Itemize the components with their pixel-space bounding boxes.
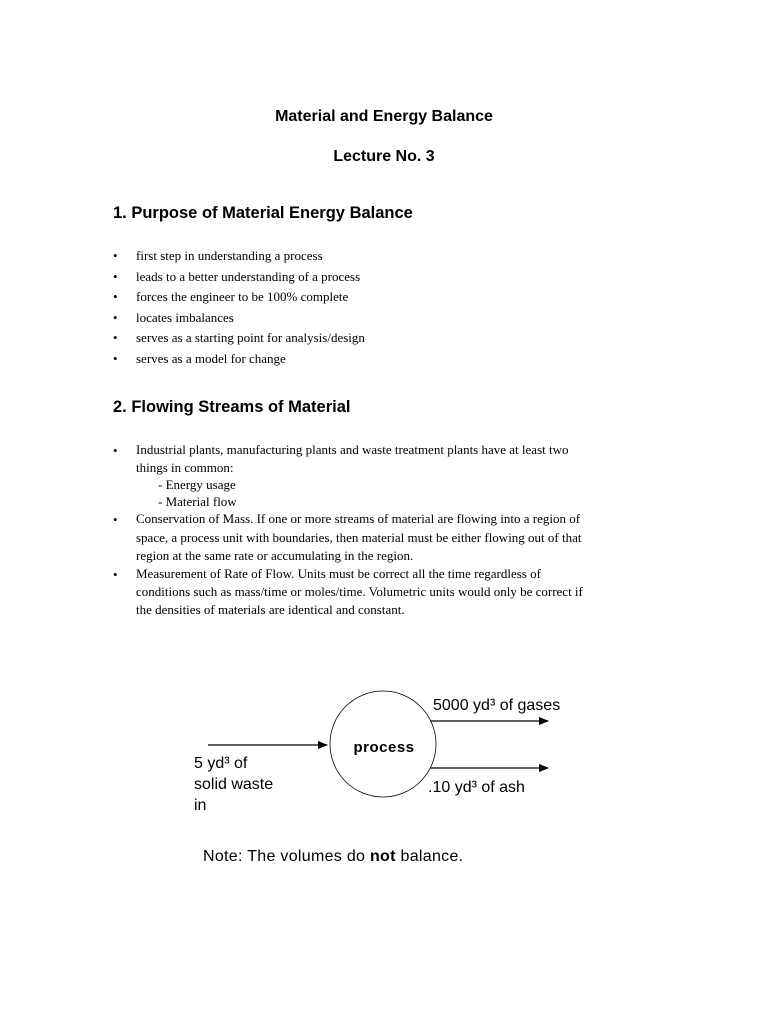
list-item: • leads to a better understanding of a process xyxy=(113,267,653,288)
list-item: • first step in understanding a process xyxy=(113,246,653,267)
list-item: • forces the engineer to be 100% complete xyxy=(113,287,653,308)
input-label-line: solid waste xyxy=(194,776,274,793)
sub-item: - Energy usage xyxy=(158,477,236,493)
paragraph-line: • Conservation of Mass. If one or more streams of material are flowing into a region of xyxy=(136,511,581,527)
note-after: balance. xyxy=(395,848,464,865)
sub-item: - Material flow xyxy=(158,493,237,509)
paragraph-line: • Industrial plants, manufacturing plants and waste treatment plants have at least two xyxy=(136,442,569,457)
note-text xyxy=(203,848,463,866)
list-item: • serves as a model for change xyxy=(113,349,653,370)
section1-heading: 1. Purpose of Material Energy Balance xyxy=(113,204,413,222)
input-label-line: 5 yd³ of xyxy=(194,755,248,772)
list-item: • locates imbalances xyxy=(113,308,653,329)
ash-output-label: .10 yd³ of ash xyxy=(428,779,525,796)
lecture-number: Lecture No. 3 xyxy=(333,148,435,165)
paragraph-line: the densities of materials are identical and constant. xyxy=(136,602,405,618)
paragraph-line: conditions such as mass/time or moles/time. Volumetric units would only be correct if xyxy=(136,584,583,600)
input-label-line: in xyxy=(194,797,207,814)
process-label: process xyxy=(353,739,415,756)
paragraph-line: region at the same rate or accumulating in the region. xyxy=(136,547,414,563)
paragraph-line: things in common: xyxy=(136,460,234,476)
paragraph-line: • Measurement of Rate of Flow. Units must be correct all the time regardless of xyxy=(136,566,541,582)
paragraph-line: space, a process unit with boundaries, then material must be either flowing out of that xyxy=(136,529,582,545)
section2-heading: 2. Flowing Streams of Material xyxy=(113,398,351,416)
document-title: Material and Energy Balance xyxy=(275,108,493,125)
list-item: • serves as a starting point for analysis/design xyxy=(113,328,653,349)
gases-output-label: 5000 yd³ of gases xyxy=(433,697,561,714)
note-emphasis: not xyxy=(369,848,396,865)
note-before: Note: The volumes do xyxy=(203,848,370,865)
